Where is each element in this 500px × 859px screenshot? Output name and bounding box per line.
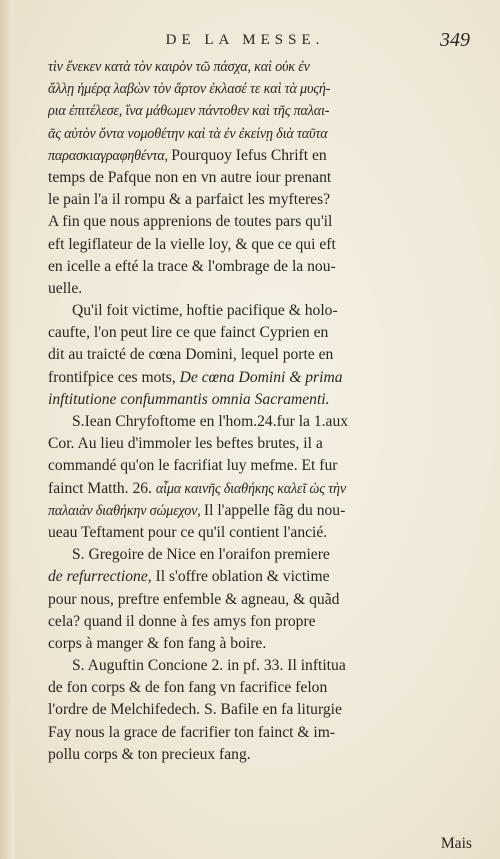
text-span: S.Iean Chryfoftome en l'hom.24.fur la 1.aux — [72, 413, 349, 430]
text-line — [48, 699, 474, 721]
text-span: ueau Teftament pour ce qu'il contient l'ancié. — [48, 523, 328, 541]
italic-text: de refurrectione — [48, 568, 148, 586]
text-span: uelle. — [48, 279, 83, 297]
text-line — [48, 100, 474, 122]
text-span: frontifpice ces mots, — [48, 368, 180, 386]
text-span: Fay nous la grace de facrifier ton fainct & im- — [48, 723, 336, 741]
text-line — [48, 522, 474, 544]
text-span: Cor. Au lieu d'immoler les beftes brutes, il a — [48, 435, 323, 453]
text-span: A fin que nous apprenions de toutes pars qu'il — [48, 213, 333, 231]
text-line — [48, 300, 474, 322]
text-span: Pourquoy Iefus Chrift en — [171, 146, 327, 164]
text-span: S. Gregoire de Nice en l'oraifon premiere — [72, 546, 330, 564]
italic-text: inftitutione confummantis omnia Sacramenti. — [48, 390, 330, 408]
text-line — [48, 722, 474, 744]
text-line — [48, 478, 474, 500]
greek-text: παλαιὰν διαθήκην σώμεχον, — [48, 502, 204, 519]
text-line — [48, 256, 474, 278]
text-line — [48, 389, 474, 411]
text-line — [48, 589, 474, 611]
text-span: pour nous, preftre enfemble & agneau, & quãd — [48, 590, 340, 608]
text-span: dit au traicté de cœna Domini, lequel porte en — [48, 346, 334, 364]
greek-text: τὶν ἔνεκεν κατὰ τὸν καιρὸν τῶ πάσχα, καὶ οὐκ ἐν — [48, 59, 310, 75]
text-line — [48, 278, 474, 300]
greek-text: παρασκιαγραφηθέντα, — [48, 147, 172, 164]
text-span: eft legiflateur de la vielle loy, & que ce qui eft — [48, 235, 336, 253]
text-span: caufte, l'on peut lire ce que fainct Cyprien en — [48, 324, 329, 342]
text-line — [48, 367, 474, 389]
catchword: Mais — [440, 835, 472, 852]
text-line — [48, 611, 474, 633]
text-line — [48, 123, 474, 145]
greek-text: ἄλλῃ ἡμέρᾳ λαβὼν τὸν ἄρτον ἐκλασέ τε καὶ τὰ μυςή- — [48, 81, 331, 98]
text-span: fainct Matth. 26. — [48, 479, 156, 497]
page-number: 349 — [440, 29, 470, 51]
text-line — [48, 78, 474, 100]
text-span: en icelle a efté la trace & l'ombrage de la nou- — [48, 257, 336, 275]
greek-text: αἷμα καινῆς διαθήκης καλεῖ ὡς τὴν — [155, 480, 346, 497]
text-line — [48, 500, 474, 522]
text-span: corps à manger & fon fang à boire. — [48, 634, 267, 652]
italic-text: De cœna Domini & prima — [179, 368, 343, 386]
text-span: temps de Pafque non en vn autre iour prenant — [48, 168, 332, 186]
text-line — [48, 633, 474, 655]
text-line — [48, 322, 474, 344]
text-span: S. Auguftin Concione 2. in pf. 33. Il inftitua — [72, 657, 346, 675]
running-head — [70, 28, 470, 52]
text-span: le pain l'a il rompu & a parfaict les myfteres? — [48, 191, 331, 209]
text-span: pollu corps & ton precieux fang. — [48, 745, 251, 763]
text-line — [48, 744, 474, 766]
text-span: Il l'appelle fãg du nou- — [203, 501, 346, 519]
running-title: DE LA MESSE. — [165, 32, 325, 48]
page-gutter — [0, 0, 14, 859]
text-span: l'ordre de Melchifedech. S. Bafile en fa liturgie — [48, 701, 342, 719]
text-span: , Il s'offre oblation & victime — [147, 568, 330, 586]
text-line — [48, 234, 474, 256]
body-text — [48, 56, 474, 766]
text-line — [48, 145, 474, 167]
text-line — [48, 455, 474, 477]
text-span: de fon corps & de fon fang vn facrifice felon — [48, 679, 328, 697]
text-line — [48, 677, 474, 699]
text-line — [48, 566, 474, 588]
text-line — [48, 344, 474, 366]
greek-text: ρια ἐπιτέλεσε, ἵνα μάθωμεν πάντοθεν καὶ τῆς παλαι- — [48, 103, 330, 120]
text-line — [48, 655, 474, 677]
text-line — [48, 433, 474, 455]
text-line — [48, 167, 474, 189]
text-span: Qu'il foit victime, hoftie pacifique & holo- — [72, 302, 338, 320]
text-span: cela? quand il donne à fes amys fon propre — [48, 612, 316, 630]
text-line — [48, 56, 474, 78]
text-line — [48, 411, 474, 433]
text-line — [48, 189, 474, 211]
text-line — [48, 211, 474, 233]
text-span: commandé qu'on le facrifiat luy mefme. Et fur — [48, 457, 338, 475]
text-line — [48, 544, 474, 566]
greek-text: ᾶς αὐτὸν ὄντα νομοθέτην καὶ τὰ ἐν ἐκείνῃ διὰ ταῦτα — [48, 125, 328, 142]
